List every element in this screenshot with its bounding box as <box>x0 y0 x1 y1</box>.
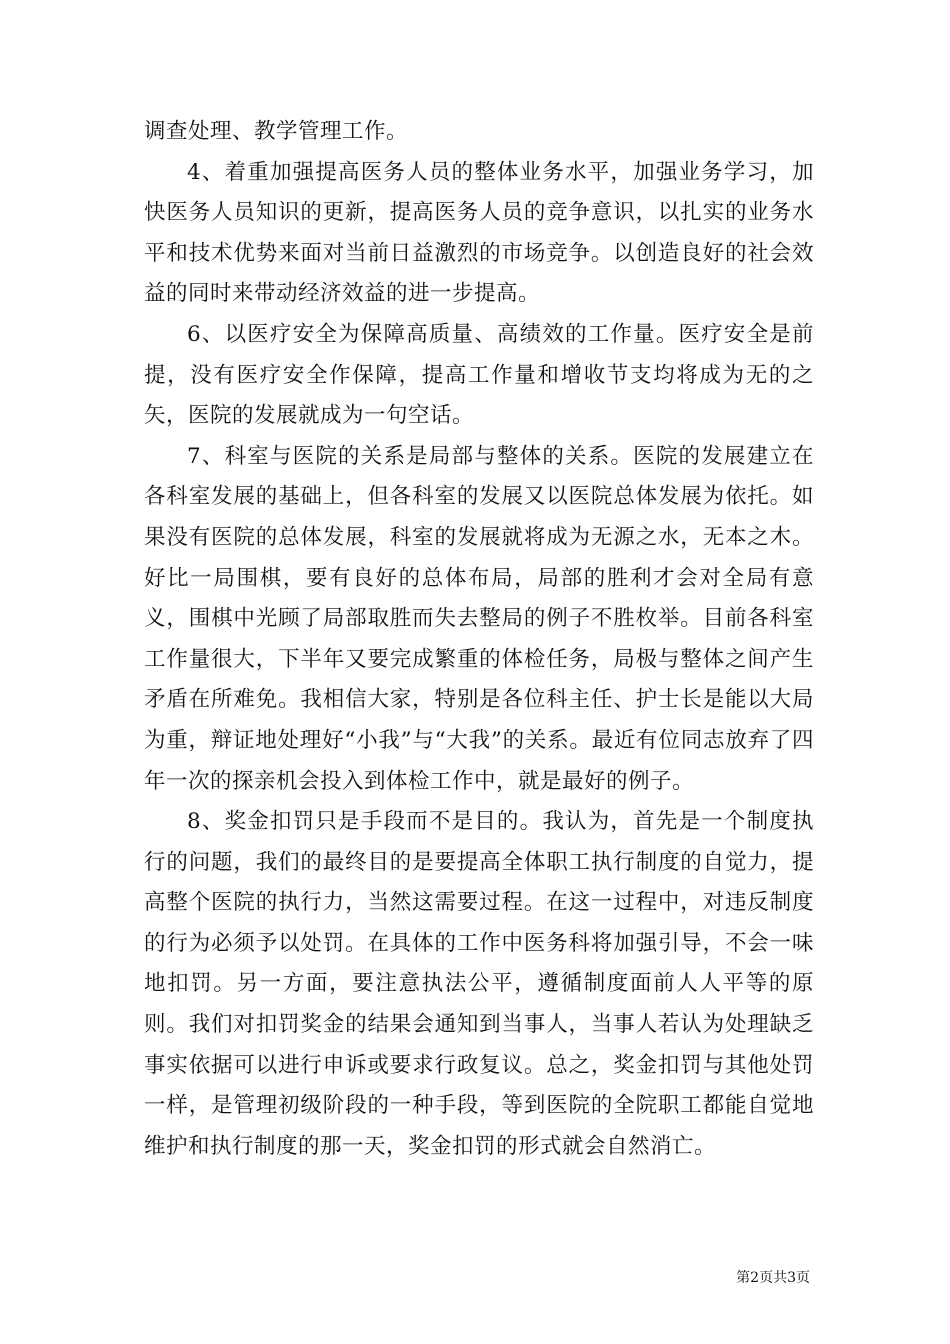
document-body <box>144 112 814 1167</box>
paragraph-item-8: 8、奖金扣罚只是手段而不是目的。我认为，首先是一个制度执行的问题，我们的最终目的是要提高全体职工执行制度的自觉力，提高整个医院的执行力，当然这需要过程。在这一过程中，对违反制度的行为必须予以处罚。在具体的工作中医务科将加强引导，不会一味地扣罚。另一方面，要注意执法公平，遵循制度面前人人平等的原则。我们对扣罚奖金的结果会通知到当事人，当事人若认为处理缺乏事实依据可以进行申诉或要求行政复议。总之，奖金扣罚与其他处罚一样，是管理初级阶段的一种手段，等到医院的全院职工都能自觉地维护和执行制度的那一天，奖金扣罚的形式就会自然消亡。 <box>144 809 814 1159</box>
paragraph-item-6: 6、以医疗安全为保障高质量、高绩效的工作量。医疗安全是前提，没有医疗安全作保障，提高工作量和增收节支均将成为无的之矢，医院的发展就成为一句空话。 <box>144 321 814 429</box>
paragraph-item-4: 4、着重加强提高医务人员的整体业务水平，加强业务学习，加快医务人员知识的更新，提高医务人员的竞争意识，以扎实的业务水平和技术优势来面对当前日益激烈的市场竞争。以创造良好的社会效益的同时来带动经济效益的进一步提高。 <box>144 159 814 307</box>
page-number-footer: 第2页共3页 <box>736 1270 810 1286</box>
paragraph-item-7: 7、科室与医院的关系是局部与整体的关系。医院的发展建立在各科室发展的基础上，但各科室的发展又以医院总体发展为依托。如果没有医院的总体发展，科室的发展就将成为无源之水，无本之木。好比一局围棋，要有良好的总体布局，局部的胜利才会对全局有意义，围棋中光顾了局部取胜而失去整局的例子不胜枚举。目前各科室工作量很大，下半年又要完成繁重的体检任务，局极与整体之间产生矛盾在所难免。我相信大家，特别是各位科主任、护士长是能以大局为重，辩证地处理好“小我”与“大我”的关系。最近有位同志放弃了四年一次的探亲机会投入到体检工作中，就是最好的例子。 <box>144 443 814 794</box>
paragraph-continued: 调查处理、教学管理工作。 <box>144 119 409 144</box>
